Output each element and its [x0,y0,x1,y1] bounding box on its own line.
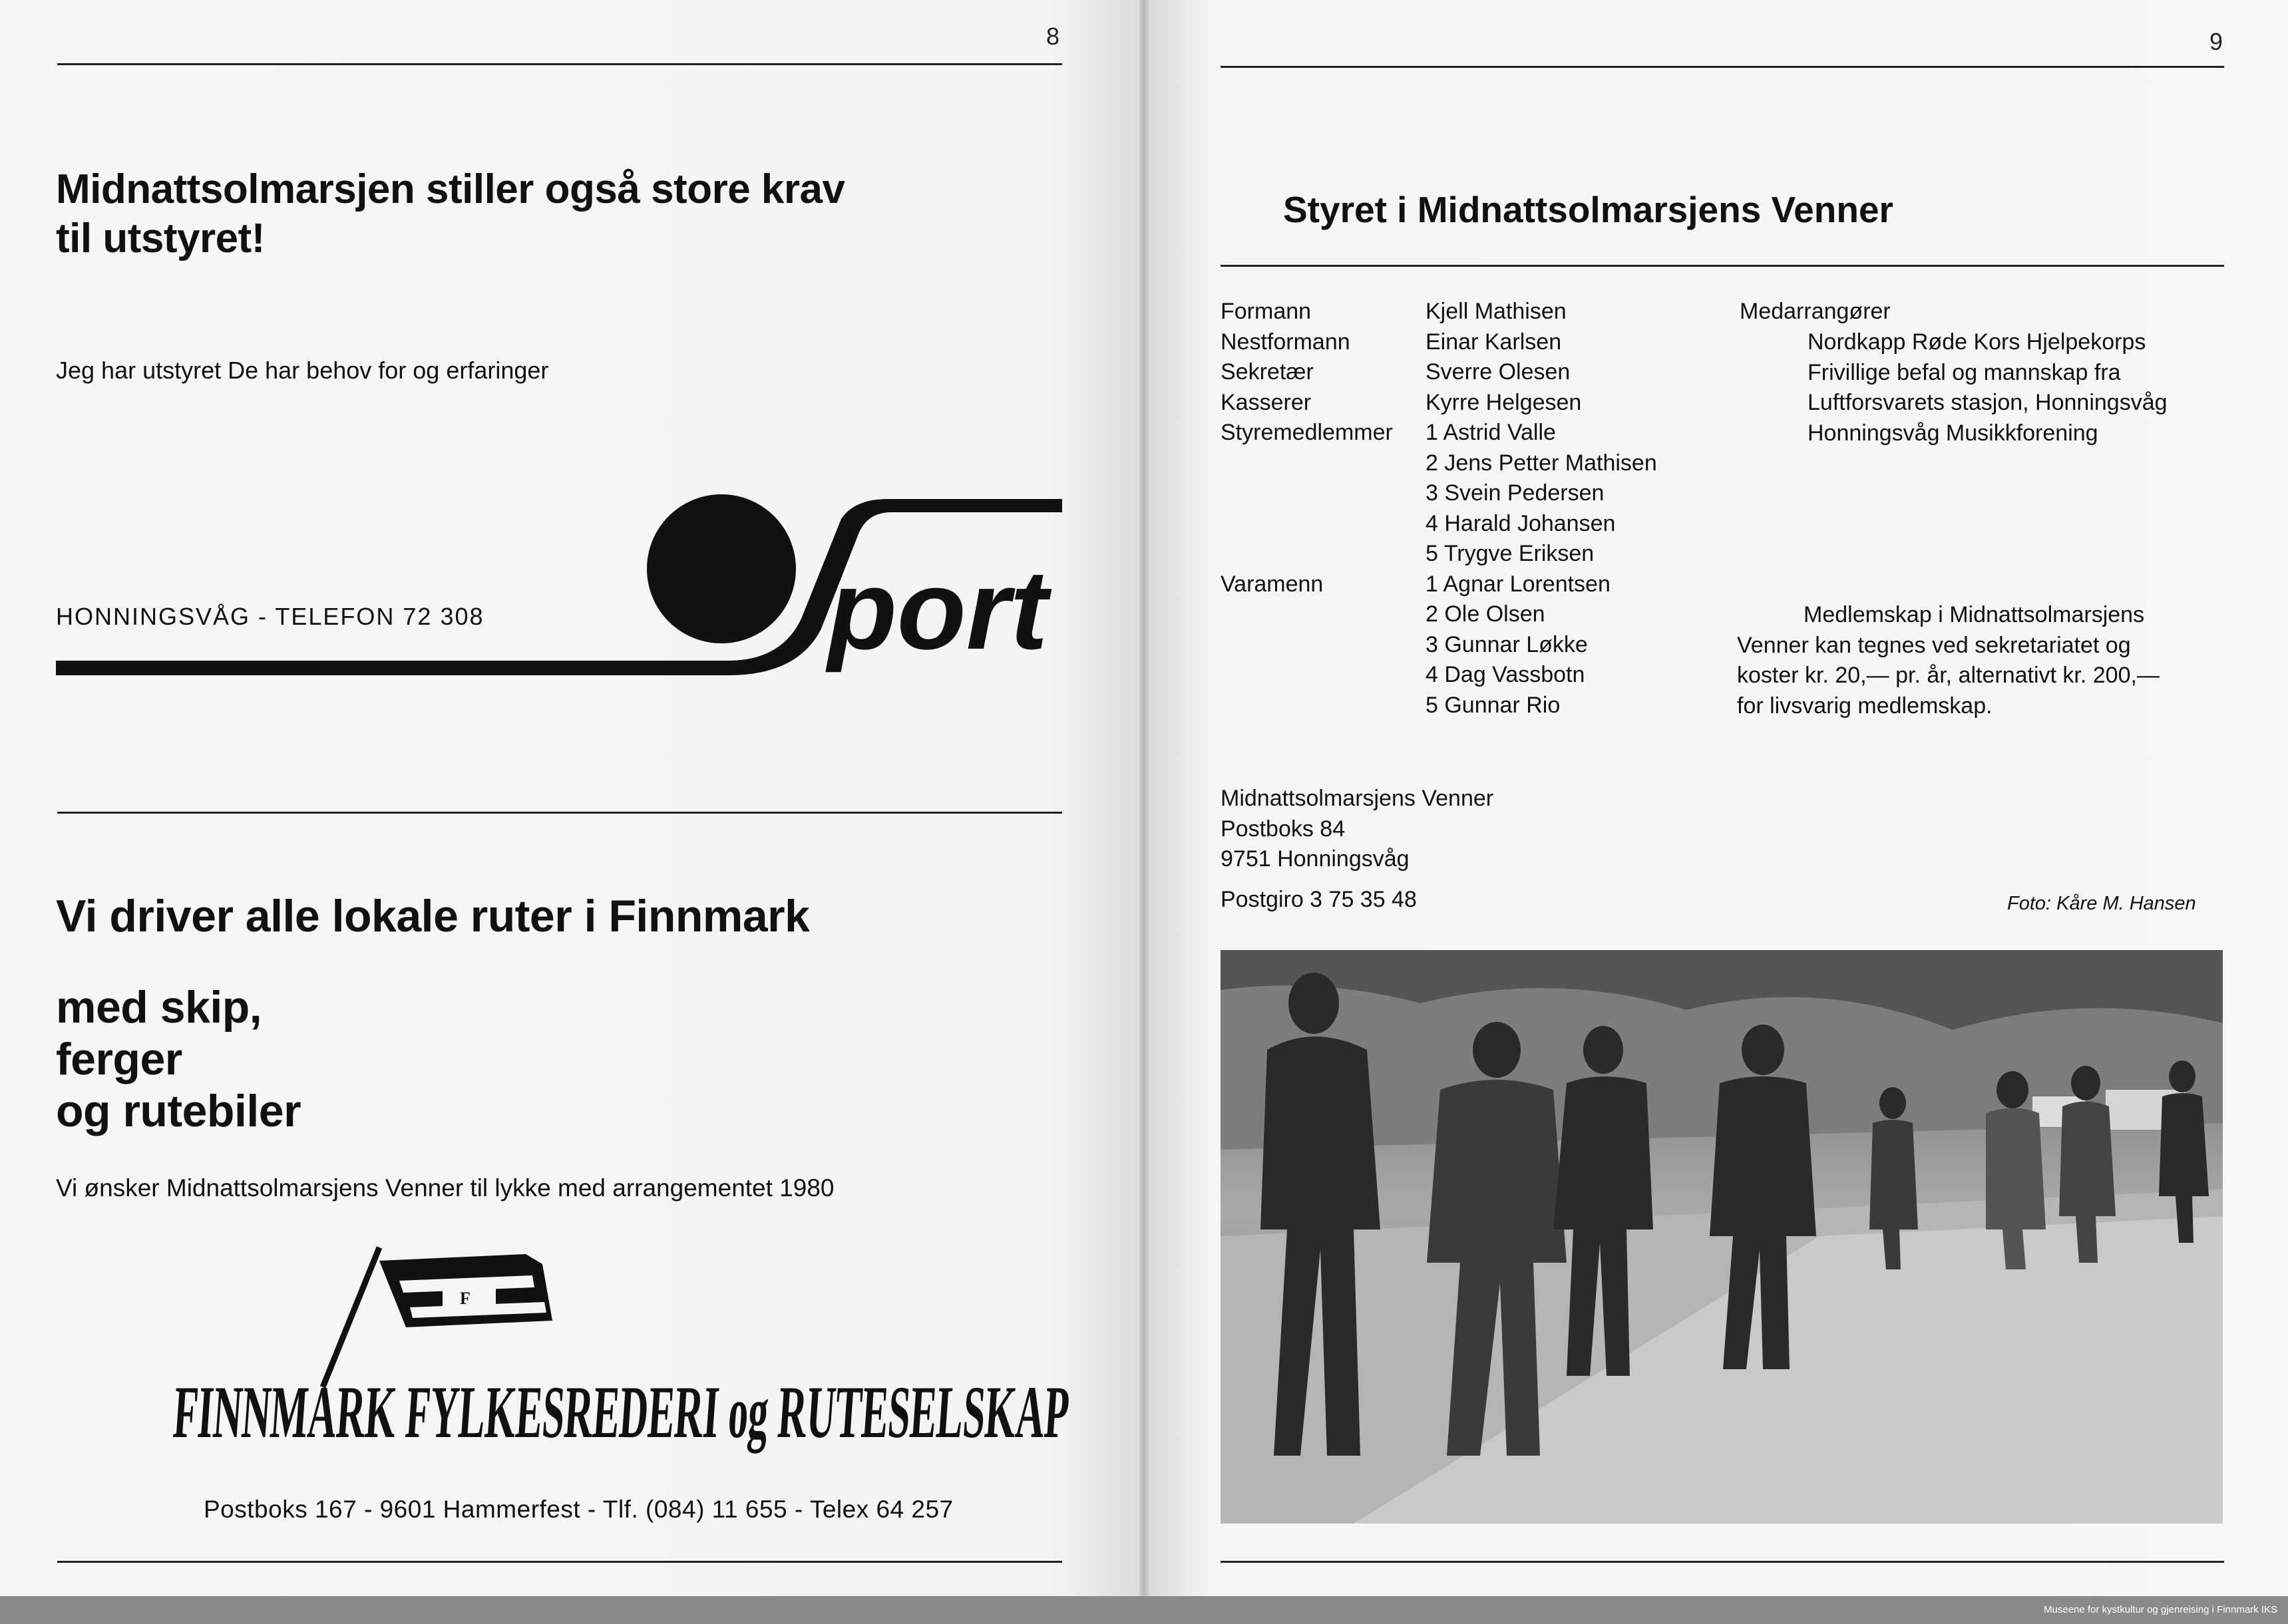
wish-text: Vi ønsker Midnattsolmarsjens Venner til lykke med arrangementet 1980 [56,1174,835,1202]
membership-line: koster kr. 20,— pr. år, alternativt kr. 200,— [1737,663,2160,688]
ad2-services [56,981,301,1137]
contact-line: HONNINGSVÅG - TELEFON 72 308 [56,603,484,630]
role-label: Formann [1221,299,1312,324]
co-organizers-list [1808,327,2168,448]
headline-line-1: Midnattsolmarsjen stiller også store krav [56,166,845,212]
role-label: Varamenn [1221,571,1324,597]
membership-line: Medlemskap i Midnattsolmarsjens [1804,602,2145,627]
board-member-name: 1 Astrid Valle [1426,420,1556,445]
address-line: Midnattsolmarsjens Venner [1221,786,1494,811]
archive-credit: Museene for kystkultur og gjenreising i Finnmark IKS [2044,1604,2277,1615]
sport-logo-wordmark: port [828,547,1048,673]
role-label: Kasserer [1221,389,1312,415]
top-rule-right [1221,66,2224,68]
board-names-column [1426,297,1657,721]
ad2-title: Vi driver alle lokale ruter i Finnmark [56,891,810,941]
board-member-name: 2 Jens Petter Mathisen [1426,450,1657,476]
ad2-line-1: med skip, [56,982,262,1033]
page-number-right: 9 [2209,28,2223,55]
marchers-photo [1221,950,2223,1524]
svg-text:F: F [460,1289,471,1308]
board-member-name: Kyrre Helgesen [1426,389,1582,415]
role-label: Styremedlemmer [1221,420,1393,445]
board-member-name: 3 Gunnar Løkke [1426,631,1588,657]
marchers-photo-illustration [1221,950,2223,1524]
role-label: Nestformann [1221,329,1350,355]
headline-line-2: til utstyret! [56,216,265,261]
board-member-name: 1 Agnar Lorentsen [1426,571,1611,597]
intro-text: Jeg har utstyret De har behov for og erfaringer [56,357,549,384]
role-label [1221,509,1393,540]
postgiro: Postgiro 3 75 35 48 [1221,887,1417,912]
board-rule [1221,265,2224,267]
headline [56,165,1067,263]
board-member-name: Sverre Olesen [1426,359,1571,385]
co-organizer: Frivillige befal og mannskap fra [1808,359,2121,385]
flag-icon [323,1247,552,1387]
board-member-name: Kjell Mathisen [1426,299,1567,324]
co-organizer: Honningsvåg Musikkforening [1808,420,2098,446]
membership-line: Venner kan tegnes ved sekretariatet og [1737,632,2131,658]
sport-logo-ball [647,494,796,643]
board-member-name: Einar Karlsen [1426,329,1562,355]
role-label [1221,539,1393,569]
address-line: Postboks 84 [1221,816,1346,842]
board-title: Styret i Midnattsolmarsjens Venner [1283,189,1893,230]
board-roles-column [1221,297,1393,599]
top-rule-left [57,63,1062,65]
board-member-name: 4 Dag Vassbotn [1426,662,1585,687]
photo-credit: Foto: Kåre M. Hansen [2007,893,2196,914]
board-member-name: 5 Trygve Eriksen [1426,541,1595,566]
co-organizers-title: Medarrangører [1740,299,1891,324]
board-member-name: 2 Ole Olsen [1426,601,1545,627]
book-gutter [1139,0,1149,1596]
bottom-rule-right [1221,1561,2224,1563]
archive-footer-bar [0,1596,2288,1624]
role-label [1221,478,1393,509]
membership-line: for livsvarig medlemskap. [1737,693,1993,719]
co-organizer: Luftforsvarets stasjon, Honningsvåg [1808,390,2168,415]
role-label [1221,448,1393,479]
board-member-name: 4 Harald Johansen [1426,510,1616,536]
page-number-left: 8 [1046,23,1060,50]
sport-logo [56,492,1067,679]
company-address: Postboks 167 - 9601 Hammerfest - Tlf. (084) 11 655 - Telex 64 257 [204,1496,954,1523]
org-address [1221,784,1493,875]
fylkesrederi-logo [170,1234,1861,1454]
mid-rule-left [57,812,1062,814]
address-line: 9751 Honningsvåg [1221,846,1410,872]
fylkesrederi-wordmark: FINNMARK FYLKESREDERI og RUTESELSKAP [170,1371,1861,1454]
board-member-name: 3 Svein Pedersen [1426,480,1605,506]
role-label: Sekretær [1221,359,1314,385]
co-organizer: Nordkapp Røde Kors Hjelpekorps [1808,329,2146,355]
membership-text [1737,600,2216,721]
board-member-name: 5 Gunnar Rio [1426,692,1561,718]
ad2-line-3: og rutebiler [56,1086,301,1136]
ad2-line-2: ferger [56,1034,182,1084]
bottom-rule-left [57,1561,1062,1563]
